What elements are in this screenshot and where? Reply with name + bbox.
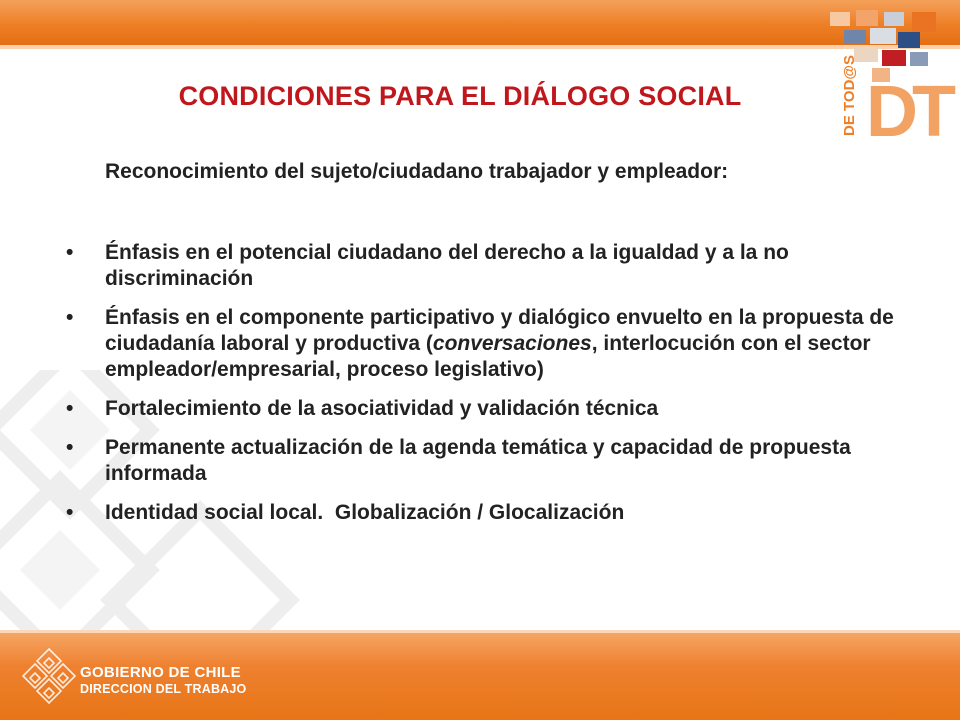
logo-letters: DT [866, 72, 950, 143]
bullet-item [60, 396, 910, 422]
bullet-text: Énfasis en el potencial ciudadano del derecho a la igualdad y a la no discriminación [105, 241, 789, 290]
bullet-list [60, 240, 910, 539]
bullet-marker: • [66, 436, 74, 459]
bullet-item [60, 305, 910, 383]
footer-line-1: GOBIERNO DE CHILE [80, 664, 241, 681]
footer-institution [80, 664, 246, 698]
bullet-item [60, 500, 910, 526]
dt-de-todos-logo [826, 8, 956, 143]
slide-title: CONDICIONES PARA EL DIÁLOGO SOCIAL [178, 81, 742, 111]
top-header-divider [0, 45, 960, 49]
bullet-marker: • [66, 501, 74, 524]
top-header-bar [0, 0, 960, 45]
slide-subtitle: Reconocimiento del sujeto/ciudadano trabajador y empleador: [105, 160, 729, 183]
bullet-marker: • [66, 306, 74, 329]
bullet-text: Fortalecimiento de la asociatividad y validación técnica [105, 397, 659, 420]
gobierno-emblem-icon [20, 646, 78, 712]
bullet-marker: • [66, 397, 74, 420]
bullet-item [60, 240, 910, 292]
bullet-item [60, 435, 910, 487]
logo-tagline: DE TOD@S [841, 54, 858, 136]
bullet-text: Identidad social local. Globalización / Glocalización [105, 501, 625, 524]
bullet-text: Permanente actualización de la agenda temática y capacidad de propuesta informada [105, 436, 851, 485]
bullet-text-italic: conversaciones [432, 332, 592, 355]
bullet-marker: • [66, 241, 74, 264]
bullet-text-start: Énfasis en el componente participativo y dialógico envuelto en la propuesta de ciudadanía laboral y productiva ( [105, 306, 894, 355]
footer-line-2: DIRECCION DEL TRABAJO [80, 682, 247, 696]
bullet-text-end: , interlocución con el sector empleador/empresarial, proceso legislativo) [105, 332, 871, 381]
